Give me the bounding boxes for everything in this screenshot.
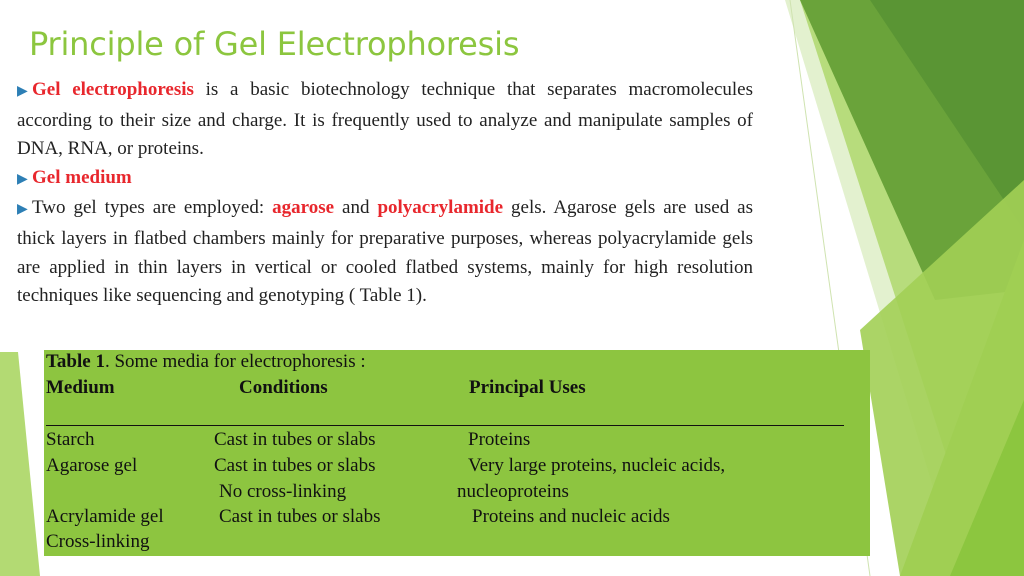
table-cell-conditions: Cast in tubes or slabs xyxy=(219,506,381,527)
header-conditions: Conditions xyxy=(239,377,328,398)
term-agarose: agarose xyxy=(272,197,335,219)
triangle-right-icon: ▶ xyxy=(17,84,28,99)
paragraph-gel-electrophoresis xyxy=(17,76,753,164)
header-principal-uses: Principal Uses xyxy=(469,377,586,398)
right-panel-dark xyxy=(800,0,1024,300)
media-table xyxy=(44,350,870,556)
table-cell-uses: Proteins xyxy=(468,429,531,450)
table-cell-uses: Proteins and nucleic acids xyxy=(472,506,670,527)
term-polyacrylamide: polyacrylamide xyxy=(377,197,504,219)
table-cell-conditions: No cross-linking xyxy=(219,481,347,502)
table-divider xyxy=(46,425,844,426)
header-medium: Medium xyxy=(46,377,115,398)
paragraph-text: is a basic biotechnology technique that separates macromolecules according to their size and charge. It is frequently used to analyze and manipulate samples of DNA, RNA, or proteins. xyxy=(17,79,753,160)
table-caption-label: Table 1 xyxy=(46,351,105,372)
page-title: Principle of Gel Electrophoresis xyxy=(29,25,520,63)
heading-gel-medium: Gel medium xyxy=(32,166,132,188)
table-cell-medium: Cross-linking xyxy=(46,531,150,552)
table-cell-medium: Agarose gel xyxy=(46,455,138,476)
paragraph-text: gels. Agarose gels are used as thick layers in flatbed chambers mainly for preparative purposes, whereas polyacrylamide gels are applied in thin layers in vertical or cooled flatbed systems, mainly for high resolution techniques like sequencing and genotyping ( Table 1). xyxy=(17,197,754,307)
right-panel-deep xyxy=(870,0,1024,230)
table-cell-medium: Acrylamide gel xyxy=(46,506,164,527)
triangle-right-icon: ▶ xyxy=(17,171,28,187)
table-cell-conditions: Cast in tubes or slabs xyxy=(214,429,376,450)
paragraph-lead: Two gel types are employed: xyxy=(32,197,273,219)
paragraph-gel-types xyxy=(17,194,753,310)
table-cell-uses: nucleoproteins xyxy=(457,481,569,502)
table-cell-medium: Starch xyxy=(46,429,95,450)
table-cell-conditions: Cast in tubes or slabs xyxy=(214,455,376,476)
paragraph-mid: and xyxy=(334,197,378,219)
paragraph-gel-medium xyxy=(17,164,753,195)
left-green-stripe xyxy=(0,352,40,576)
triangle-right-icon: ▶ xyxy=(17,202,28,218)
right-panel-bright xyxy=(900,240,1024,576)
table-caption-text: . Some media for electrophoresis : xyxy=(104,351,366,372)
term-gel-electrophoresis: Gel electrophoresis xyxy=(32,79,194,100)
table-caption xyxy=(46,351,366,373)
table-cell-uses: Very large proteins, nucleic acids, xyxy=(468,455,726,476)
body-content xyxy=(17,76,753,311)
right-panel-lime xyxy=(860,180,1024,576)
